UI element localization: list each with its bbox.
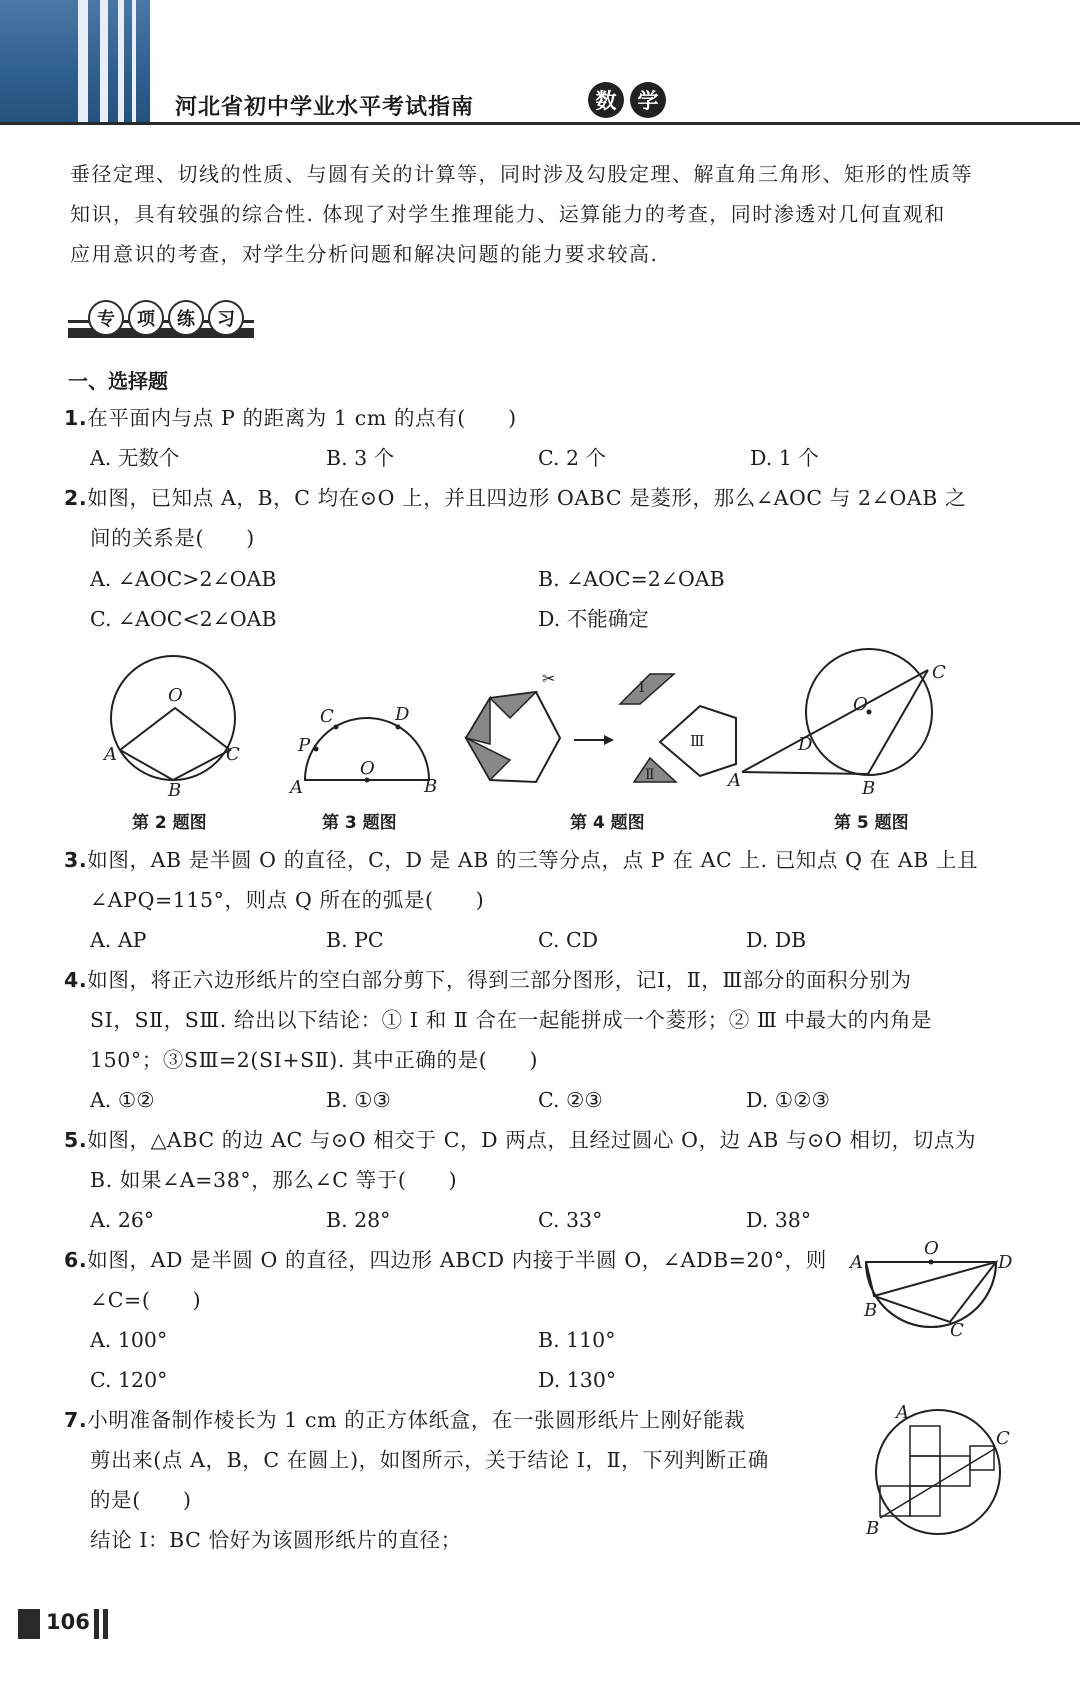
option-a: A. 无数个 — [90, 446, 180, 470]
question-text: 如图，AB 是半圆 O 的直径，C，D 是 AB 的三等分点，点 P 在 AC 上. 已知点 Q 在 AB 上且 — [87, 848, 979, 872]
option-c: C. 33° — [538, 1208, 603, 1232]
label-D: D — [998, 1252, 1013, 1273]
question-number: 1. — [64, 406, 88, 430]
question-2 — [64, 484, 966, 512]
option-b: B. 28° — [326, 1208, 391, 1232]
label-B: B — [424, 776, 438, 797]
label-D: D — [798, 734, 813, 755]
subject-char: 数 — [588, 82, 624, 118]
question-text: 如图，将正六边形纸片的空白部分剪下，得到三部分图形，记Ⅰ，Ⅱ，Ⅲ部分的面积分别为 — [87, 968, 912, 992]
question-text: 如图，AD 是半圆 O 的直径，四边形 ABCD 内接于半圆 O，∠ADB=20°，则 — [87, 1248, 827, 1272]
label-C: C — [996, 1428, 1010, 1449]
question-text: 结论 Ⅰ：BC 恰好为该圆形纸片的直径； — [90, 1528, 462, 1552]
question-6 — [64, 1246, 827, 1274]
option-c: C. 2 个 — [538, 446, 607, 470]
question-text: 150°；③SⅢ=2(SⅠ+SⅡ). 其中正确的是( ) — [90, 1048, 539, 1072]
question-text: ∠C=( ) — [90, 1288, 202, 1312]
label-B: B — [862, 778, 876, 799]
option-a: A. AP — [90, 928, 147, 952]
option-c: C. CD — [538, 928, 599, 952]
footer-block — [18, 1609, 40, 1639]
option-a: A. 26° — [90, 1208, 155, 1232]
label-P: P — [298, 735, 311, 756]
intro-line: 应用意识的考查，对学生分析问题和解决问题的能力要求较高. — [70, 242, 659, 266]
question-text: B. 如果∠A=38°，那么∠C 等于( ) — [90, 1168, 458, 1192]
subject-badge — [588, 82, 666, 118]
option-d: D. 130° — [538, 1368, 617, 1392]
question-text: 如图，已知点 A，B，C 均在⊙O 上，并且四边形 OABC 是菱形，那么∠AOC 与 2∠OAB 之 — [87, 486, 967, 510]
label-A: A — [728, 770, 741, 791]
option-d: D. 不能确定 — [538, 607, 649, 631]
label-B: B — [864, 1300, 878, 1321]
piece-label: Ⅰ — [639, 680, 645, 696]
label-D: D — [395, 704, 410, 725]
option-a: A. 100° — [90, 1328, 168, 1352]
option-c: C. ∠AOC<2∠OAB — [90, 607, 277, 631]
header-stripe — [132, 0, 136, 122]
figure-caption: 第 2 题图 — [132, 813, 207, 833]
header-stripe — [100, 0, 108, 122]
label-O: O — [168, 685, 183, 706]
header-stripe — [78, 0, 88, 122]
question-4 — [64, 966, 912, 994]
question-5 — [64, 1126, 976, 1154]
label-A: A — [896, 1402, 909, 1423]
figure-caption: 第 5 题图 — [834, 813, 909, 833]
option-d: D. 1 个 — [750, 446, 819, 470]
piece-label: Ⅲ — [690, 732, 705, 750]
option-d: D. ①②③ — [746, 1088, 830, 1112]
header-band — [0, 0, 150, 122]
question-number: 2. — [64, 486, 88, 510]
section-title: 一、选择题 — [68, 369, 168, 393]
intro-line: 垂径定理、切线的性质、与圆有关的计算等，同时涉及勾股定理、解直角三角形、矩形的性质等 — [70, 162, 973, 186]
scissors-icon: ✂ — [542, 669, 556, 688]
badge-char: 练 — [168, 300, 204, 336]
option-a: A. ∠AOC>2∠OAB — [90, 567, 277, 591]
label-B: B — [866, 1518, 880, 1539]
figure-4 — [466, 669, 736, 783]
question-text: 的是( ) — [90, 1488, 192, 1512]
option-b: B. PC — [326, 928, 384, 952]
practice-badge — [68, 298, 254, 342]
option-a: A. ①② — [90, 1088, 155, 1112]
option-b: B. 110° — [538, 1328, 616, 1352]
question-1 — [64, 404, 517, 432]
label-O: O — [360, 758, 375, 779]
question-number: 5. — [64, 1128, 88, 1152]
option-b: B. ①③ — [326, 1088, 391, 1112]
figure-caption: 第 3 题图 — [322, 813, 397, 833]
option-c: C. ②③ — [538, 1088, 603, 1112]
question-3 — [64, 846, 978, 874]
question-number: 6. — [64, 1248, 88, 1272]
header-title: 河北省初中学业水平考试指南 — [175, 95, 475, 120]
option-b: B. 3 个 — [326, 446, 395, 470]
label-B: B — [168, 780, 182, 801]
question-text: 小明准备制作棱长为 1 cm 的正方体纸盒，在一张圆形纸片上刚好能裁 — [87, 1408, 746, 1432]
figure-caption: 第 4 题图 — [570, 813, 645, 833]
question-text: 在平面内与点 P 的距离为 1 cm 的点有( ) — [87, 406, 517, 430]
question-text: 间的关系是( ) — [90, 526, 255, 550]
figure-6 — [846, 1238, 1016, 1338]
question-7 — [64, 1406, 745, 1434]
badge-char: 习 — [208, 300, 244, 336]
question-text: SⅠ，SⅡ，SⅢ. 给出以下结论：① Ⅰ 和 Ⅱ 合在一起能拼成一个菱形；② Ⅲ 中最大的内角是 — [90, 1008, 933, 1032]
header-stripe — [118, 0, 124, 122]
label-C: C — [950, 1320, 964, 1338]
page-number: 106 — [46, 1610, 90, 1634]
question-text: ∠APQ=115°，则点 Q 所在的弧是( ) — [90, 888, 485, 912]
label-O: O — [853, 694, 868, 715]
question-number: 7. — [64, 1408, 88, 1432]
subject-char: 学 — [630, 82, 666, 118]
figure-2 — [102, 656, 240, 801]
question-number: 3. — [64, 848, 88, 872]
figure-3 — [288, 704, 437, 798]
footer-bar — [103, 1609, 108, 1639]
figure-5 — [726, 649, 946, 799]
question-number: 4. — [64, 968, 88, 992]
intro-line: 知识，具有较强的综合性. 体现了对学生推理能力、运算能力的考查，同时渗透对几何直观和 — [70, 202, 946, 226]
label-O: O — [924, 1238, 939, 1259]
label-A: A — [104, 744, 117, 765]
question-text: 剪出来(点 A，B，C 在圆上)，如图所示，关于结论 Ⅰ，Ⅱ，下列判断正确 — [90, 1448, 769, 1472]
badge-char: 项 — [128, 300, 164, 336]
label-C: C — [226, 744, 240, 765]
label-A: A — [290, 777, 303, 798]
question-text: 如图，△ABC 的边 AC 与⊙O 相交于 C，D 两点，且经过圆心 O，边 AB 与⊙O 相切，切点为 — [87, 1128, 977, 1152]
option-c: C. 120° — [90, 1368, 168, 1392]
label-A: A — [850, 1252, 863, 1273]
footer-bar — [94, 1609, 99, 1639]
piece-label: Ⅱ — [645, 767, 655, 783]
option-b: B. ∠AOC=2∠OAB — [538, 567, 725, 591]
figures-row — [90, 648, 1050, 818]
badge-char: 专 — [88, 300, 124, 336]
label-C: C — [320, 706, 334, 727]
header-rule — [0, 122, 1080, 125]
option-d: D. 38° — [746, 1208, 812, 1232]
figure-7 — [866, 1402, 1016, 1542]
label-C: C — [932, 662, 946, 683]
option-d: D. DB — [746, 928, 807, 952]
